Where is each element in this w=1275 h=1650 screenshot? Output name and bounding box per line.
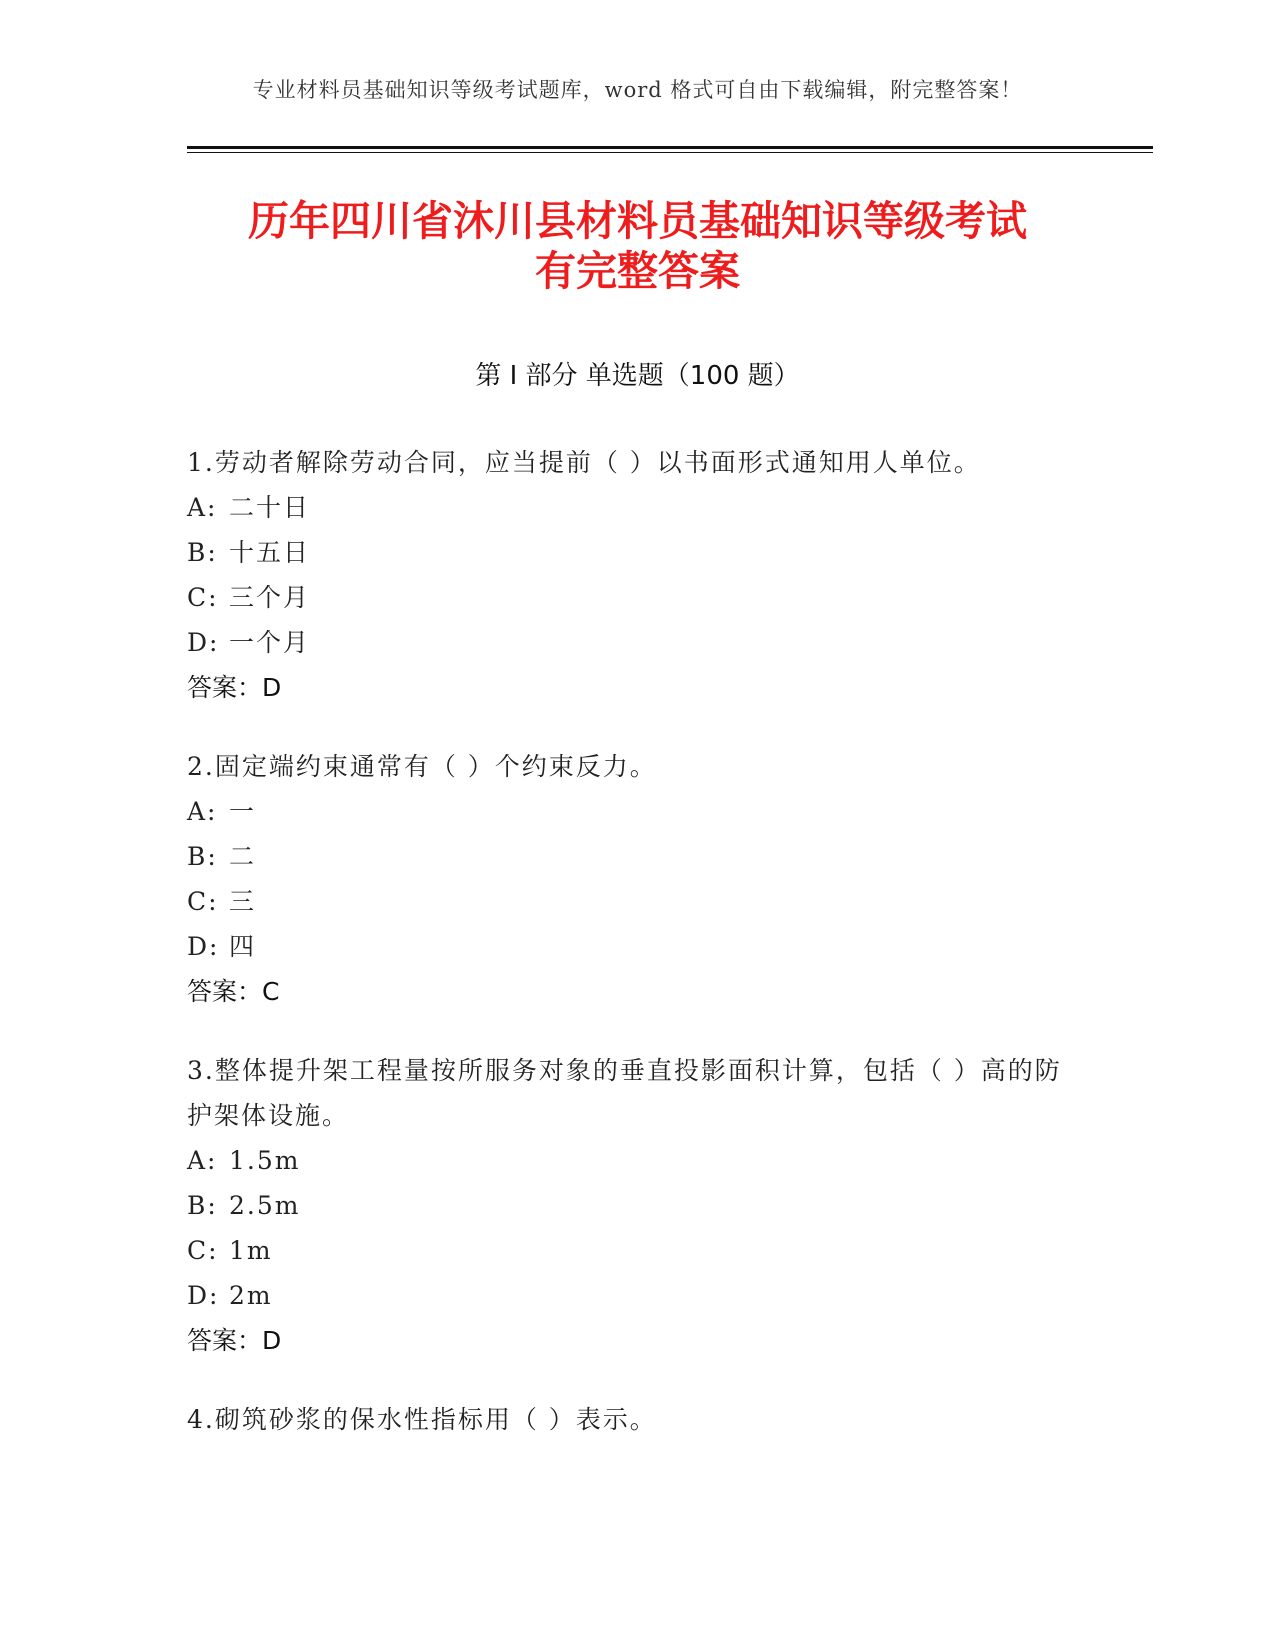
option-key: C:	[187, 583, 219, 612]
question-1	[187, 440, 1087, 710]
question-2	[187, 744, 1087, 1014]
option-c	[187, 879, 1087, 924]
option-key: A:	[187, 1146, 218, 1175]
option-value: 四	[229, 932, 257, 961]
question-text: 3.整体提升架工程量按所服务对象的垂直投影面积计算，包括（ ）高的防护架体设施。	[187, 1056, 1062, 1130]
option-value: 三	[229, 887, 257, 916]
option-value: 1.5m	[229, 1146, 301, 1175]
option-a	[187, 485, 1087, 530]
option-key: D:	[187, 1281, 220, 1310]
option-key: B:	[187, 842, 218, 871]
section-title: 第 I 部分 单选题（100 题）	[475, 361, 800, 391]
header-note: 专业材料员基础知识等级考试题库，word 格式可自由下载编辑，附完整答案！	[252, 78, 1023, 102]
option-key: B:	[187, 538, 218, 567]
option-d	[187, 1273, 1087, 1318]
option-key: A:	[187, 493, 218, 522]
question-answer: 答案：D	[187, 673, 282, 702]
document-title-line-1: 历年四川省沐川县材料员基础知识等级考试	[248, 197, 1027, 245]
option-a	[187, 1138, 1087, 1183]
header-divider-thick	[187, 146, 1153, 149]
option-value: 十五日	[229, 538, 311, 567]
question-4	[187, 1397, 1087, 1442]
option-value: 三个月	[229, 583, 311, 612]
option-c	[187, 1228, 1087, 1273]
option-value: 二	[229, 842, 257, 871]
option-d	[187, 924, 1087, 969]
option-value: 二十日	[229, 493, 311, 522]
question-text: 2.固定端约束通常有（ ）个约束反力。	[187, 752, 657, 781]
header-divider-thin	[187, 152, 1153, 153]
question-answer: 答案：C	[187, 977, 280, 1006]
question-text: 1.劳动者解除劳动合同，应当提前（ ）以书面形式通知用人单位。	[187, 448, 981, 477]
option-value: 2m	[229, 1281, 273, 1310]
question-3	[187, 1048, 1087, 1363]
option-b	[187, 834, 1087, 879]
option-value: 一	[229, 797, 257, 826]
option-c	[187, 575, 1087, 620]
option-key: D:	[187, 932, 220, 961]
option-value: 1m	[229, 1236, 273, 1265]
document-title	[0, 196, 1275, 296]
option-d	[187, 620, 1087, 665]
option-a	[187, 789, 1087, 834]
option-value: 一个月	[229, 628, 311, 657]
question-text: 4.砌筑砂浆的保水性指标用（ ）表示。	[187, 1405, 657, 1434]
question-answer: 答案：D	[187, 1326, 282, 1355]
option-b	[187, 1183, 1087, 1228]
option-b	[187, 530, 1087, 575]
option-key: B:	[187, 1191, 218, 1220]
option-key: A:	[187, 797, 218, 826]
question-list	[187, 440, 1087, 1476]
document-title-line-2: 有完整答案	[535, 247, 740, 295]
option-key: C:	[187, 887, 219, 916]
option-key: C:	[187, 1236, 219, 1265]
option-key: D:	[187, 628, 220, 657]
option-value: 2.5m	[229, 1191, 301, 1220]
